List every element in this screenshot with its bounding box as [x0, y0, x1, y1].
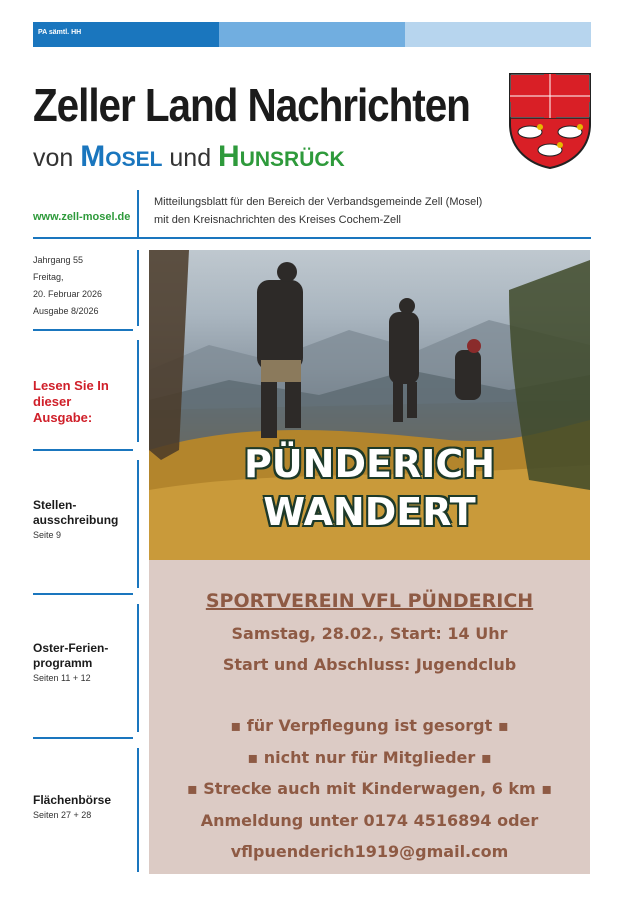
- issue-info: [33, 252, 102, 320]
- top-bar-segment-light: [405, 22, 591, 47]
- lesen-line-3: Ausgabe:: [33, 410, 93, 425]
- issue-date: 20. Februar 2026: [33, 289, 103, 299]
- coat-of-arms-icon: [508, 72, 592, 170]
- divider-vertical: [137, 748, 139, 872]
- top-color-bar: [33, 22, 591, 47]
- flyer-club-name: SPORTVEREIN VFL PÜNDERICH: [205, 590, 534, 612]
- sidebar-item-page: Seiten 11 + 12: [33, 673, 91, 683]
- sidebar-item-title: [33, 793, 111, 808]
- newspaper-title: Zeller Land Nachrichten: [33, 79, 470, 131]
- sidebar-item-page: Seite 9: [33, 530, 62, 540]
- newspaper-subtitle: [33, 140, 345, 174]
- subtitle-und: und: [162, 144, 219, 172]
- flyer-email[interactable]: vflpuenderich1919@gmail.com: [230, 842, 509, 861]
- subtitle-hunsrueck: Hunsrück: [218, 140, 345, 173]
- pa-label: PA sämtl. HH: [38, 29, 82, 36]
- sidebar-item-title: [33, 498, 118, 528]
- divider-horizontal: [33, 449, 133, 451]
- flyer-bullet-2: ▪ nicht nur für Mitglieder ▪: [247, 748, 492, 767]
- sidebar-item-stellenausschreibung[interactable]: [33, 498, 118, 540]
- sidebar-item-title-line-2: programm: [33, 656, 93, 670]
- issue-weekday: Freitag,: [33, 272, 64, 282]
- flyer-datetime: Samstag, 28.02., Start: 14 Uhr: [231, 624, 508, 643]
- divider-vertical: [137, 250, 139, 326]
- sidebar-item-title-line-1: Stellen-: [33, 498, 77, 512]
- divider-horizontal: [33, 593, 133, 595]
- flyer-start: Start und Abschluss: Jugendclub: [222, 655, 517, 674]
- divider-vertical: [137, 190, 139, 238]
- divider-horizontal: [33, 737, 133, 739]
- info-line-1: Mitteilungsblatt für den Bereich der Verbandsgemeinde Zell (Mosel): [154, 196, 483, 208]
- lesen-line-2: dieser: [33, 394, 72, 409]
- sidebar-item-title-line-2: ausschreibung: [33, 513, 119, 527]
- sidebar-item-title-line-1: Oster-Ferien-: [33, 641, 109, 655]
- sidebar-item-oster-ferienprogramm[interactable]: [33, 641, 108, 683]
- divider-vertical: [137, 460, 139, 588]
- issue-jahrgang: Jahrgang 55: [33, 255, 84, 265]
- top-bar-segment-dark: [33, 22, 219, 47]
- subtitle-mosel: Mosel: [80, 140, 163, 173]
- flyer-bullet-3: ▪ Strecke auch mit Kinderwagen, 6 km ▪: [186, 779, 553, 798]
- divider-vertical: [137, 340, 139, 442]
- divider-vertical: [137, 604, 139, 732]
- sidebar-item-page: Seiten 27 + 28: [33, 810, 92, 820]
- divider-horizontal: [33, 329, 133, 331]
- divider-horizontal: [33, 237, 591, 239]
- flyer-signup: Anmeldung unter 0174 4516894 oder: [200, 811, 539, 830]
- sidebar-item-title: [33, 641, 108, 671]
- lesen-line-1: Lesen Sie In: [33, 378, 109, 393]
- sidebar-item-title-line-1: Flächenbörse: [33, 793, 112, 807]
- top-bar-segment-mid: [219, 22, 405, 47]
- website-link[interactable]: www.zell-mosel.de: [33, 211, 131, 223]
- subtitle-von: von: [33, 144, 81, 172]
- headline-line-1: PÜNDERICH: [243, 442, 496, 486]
- issue-ausgabe: Ausgabe 8/2026: [33, 306, 99, 316]
- lesen-heading: [33, 378, 109, 426]
- publication-info: [154, 193, 482, 229]
- headline-line-2: WANDERT: [263, 490, 476, 534]
- sidebar-item-flaechenboerse[interactable]: [33, 793, 111, 820]
- flyer-headline: [149, 440, 590, 536]
- info-line-2: mit den Kreisnachrichten des Kreises Cochem-Zell: [154, 214, 401, 226]
- flyer-bullet-1: ▪ für Verpflegung ist gesorgt ▪: [230, 716, 509, 735]
